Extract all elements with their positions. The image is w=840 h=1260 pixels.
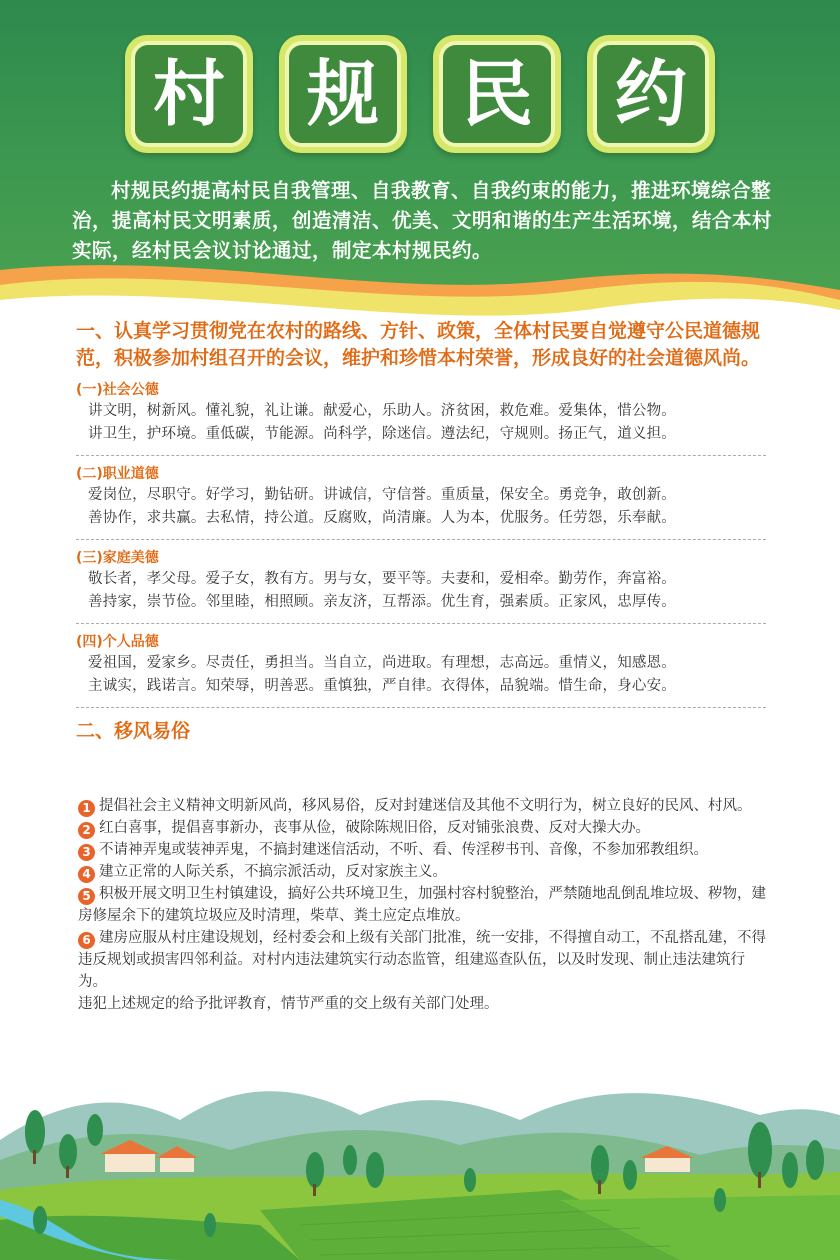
subsection-line: 敬长者，孝父母。爱子女，教有方。男与女，要平等。夫妻和，爱相牵。勤劳作，奔富裕。 [88,571,676,587]
poster-title [0,35,840,153]
title-char: 村 [152,52,225,136]
subsection-title: (三)家庭美德 [76,550,159,566]
subsection-professional-ethics [76,464,766,540]
subsection-line: 爱岗位，尽职守。好学习，勤钻研。讲诚信，守信誉。重质量，保安全。勇竞争，敢创新。 [88,487,676,503]
rule-number-badge: 6 [78,932,95,949]
subsection-line: 讲卫生，护环境。重低碳，节能源。尚科学，除迷信。遵法纪，守规则。扬正气，道义担。 [88,426,676,442]
section-1 [76,318,766,745]
intro-paragraph: 村规民约提高村民自我管理、自我教育、自我约束的能力，推进环境综合整治，提高村民文明素质，创造清洁、优美、文明和谐的生产生活环境，结合本村实际，经村民会议讨论通过，制定本村规民约。 [72,179,773,262]
subsection-personal-character [76,632,766,708]
section-1-title: 一、认真学习贯彻党在农村的路线、方针、政策，全体村民要自觉遵守公民道德规范，积极参加村组召开的会议，维护和珍惜本村荣誉，形成良好的社会道德风尚。 [76,320,761,369]
dashed-divider [76,455,766,456]
rule-text: 不请神弄鬼或装神弄鬼，不搞封建迷信活动，不听、看、传淫秽书刊、音像，不参加邪教组织。 [99,842,708,858]
rule-text: 建房应服从村庄建设规划，经村委会和上级有关部门批准，统一安排，不得擅自动工，不乱搭乱建，不得违反规划或损害四邻利益。对村内违法建筑实行动态监管，组建巡查队伍，以及时发现、制止违法建筑行为。 [78,930,766,990]
rule-number-badge: 1 [78,800,95,817]
title-char-box [279,35,407,153]
title-char-box [587,35,715,153]
subsection-social-morality [76,380,766,456]
subsection-family-virtues [76,548,766,624]
rule-item [78,839,768,861]
subsection-title: (二)职业道德 [76,466,159,482]
title-char: 民 [460,52,533,136]
subsection-title: (四)个人品德 [76,634,159,650]
subsection-line: 讲文明，树新风。懂礼貌，礼让谦。献爱心，乐助人。济贫困，救危难。爱集体，惜公物。 [88,403,676,419]
subsection-line: 爱祖国，爱家乡。尽责任，勇担当。当自立，尚进取。有理想，志高远。重情义，知感恩。 [88,655,676,671]
rule-item [78,795,768,817]
rural-landscape-illustration [0,1060,840,1260]
subsection-line: 主诚实，践诺言。知荣辱，明善恶。重慎独，严自律。衣得体，品貌端。惜生命，身心安。 [88,678,676,694]
title-char-box [125,35,253,153]
rule-item [78,927,768,993]
dashed-divider [76,707,766,708]
rule-number-badge: 4 [78,866,95,883]
subsection-line: 善持家，崇节俭。邻里睦，相照顾。亲友济，互帮添。优生育，强素质。正家风，忠厚传。 [88,594,676,610]
rule-number-badge: 2 [78,822,95,839]
subsection-title: (一)社会公德 [76,382,159,398]
rule-number-badge: 5 [78,888,95,905]
rule-item [78,861,768,883]
rule-text: 红白喜事，提倡喜事新办，丧事从俭，破除陈规旧俗，反对铺张浪费、反对大操大办。 [99,820,650,836]
rule-item [78,817,768,839]
subsection-line: 善协作，求共赢。去私情，持公道。反腐败，尚清廉。人为本，优服务。任劳怨，乐奉献。 [88,510,676,526]
rule-item [78,883,768,927]
title-char: 约 [614,52,687,136]
dashed-divider [76,623,766,624]
title-char: 规 [306,52,379,136]
title-char-box [433,35,561,153]
dashed-divider [76,539,766,540]
rule-text: 积极开展文明卫生村镇建设，搞好公共环境卫生，加强村容村貌整治，严禁随地乱倒乱堆垃圾、秽物，建房修屋余下的建筑垃圾应及时清理，柴草、粪土应定点堆放。 [78,886,766,924]
rule-text: 建立正常的人际关系，不搞宗派活动，反对家族主义。 [99,864,447,880]
rule-text: 提倡社会主义精神文明新风尚，移风易俗，反对封建迷信及其他不文明行为，树立良好的民风、村风。 [99,798,752,814]
rule-number-badge: 3 [78,844,95,861]
closing-statement: 违犯上述规定的给予批评教育，情节严重的交上级有关部门处理。 [78,996,499,1012]
section-2-rules [78,795,768,1015]
section-2-title: 二、移风易俗 [76,720,191,742]
